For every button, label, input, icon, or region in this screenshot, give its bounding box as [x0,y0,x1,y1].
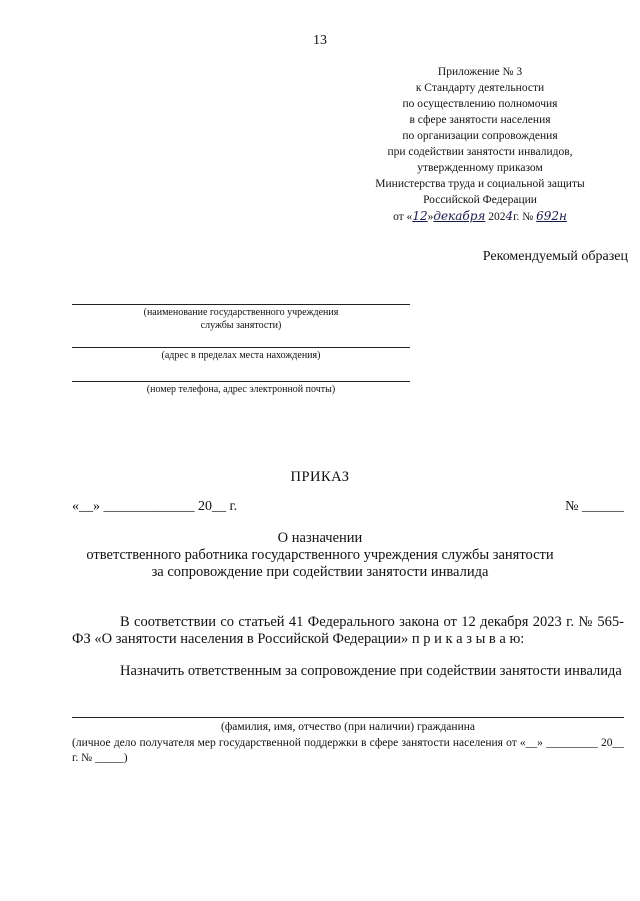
order-title: ПРИКАЗ [290,469,350,485]
order-subject: О назначении ответственного работника государственного учреждения службы занятости за сопровождение при содействии занятости инвалида [86,530,554,580]
page-number: 13 [313,33,327,48]
handwritten-order-number: 692н [536,209,567,223]
institution-caption: (наименование государственного учреждения службы занятости) [143,307,339,331]
appendix-line: утвержденному приказом [417,162,543,174]
case-caption: (личное дело получателя мер государственной поддержки в сфере занятости населения от «__» _________ 20__ г. № _____) [72,737,624,764]
order-paragraph-appoint: Назначить ответственным за сопровождение при содействии занятости инвалида [120,663,622,679]
appendix-line: к Стандарту деятельности [415,82,545,94]
handwritten-year-digit: 4 [505,209,514,223]
appendix-line: в сфере занятости населения [409,114,551,126]
order-number-line: № ______ [565,499,624,514]
appendix-line: по осуществлению полномочия [402,98,558,110]
address-caption: (адрес в пределах места нахождения) [161,350,321,361]
handwritten-day: 12 [412,209,428,223]
order-paragraph-basis: В соответствии со статьей 41 Федерального закона от 12 декабря 2023 г. № 565-ФЗ «О занятости населения в Российской Федерации» п р и к а з ы в а ю: [72,614,624,647]
person-name-line [72,717,624,718]
approval-date-line: от «12»декабря 2024г. № 692н [393,209,567,223]
appendix-line: Приложение № 3 [437,66,523,78]
appendix-line: Российской Федерации [423,194,537,206]
contacts-caption: (номер телефона, адрес электронной почты) [146,384,336,395]
recommended-sample-label: Рекомендуемый образец [482,249,628,264]
person-caption: (фамилия, имя, отчество (при наличии) гражданина [221,721,475,733]
order-date-line: «__» _____________ 20__ г. [72,499,238,514]
institution-name-line [72,304,410,305]
appendix-block [330,64,630,225]
appendix-line: по организации сопровождения [402,130,558,142]
handwritten-month: декабря [433,209,486,223]
contacts-line [72,381,410,382]
address-line [72,347,410,348]
appendix-line: при содействии занятости инвалидов, [387,146,573,158]
appendix-line: Министерства труда и социальной защиты [375,178,585,190]
